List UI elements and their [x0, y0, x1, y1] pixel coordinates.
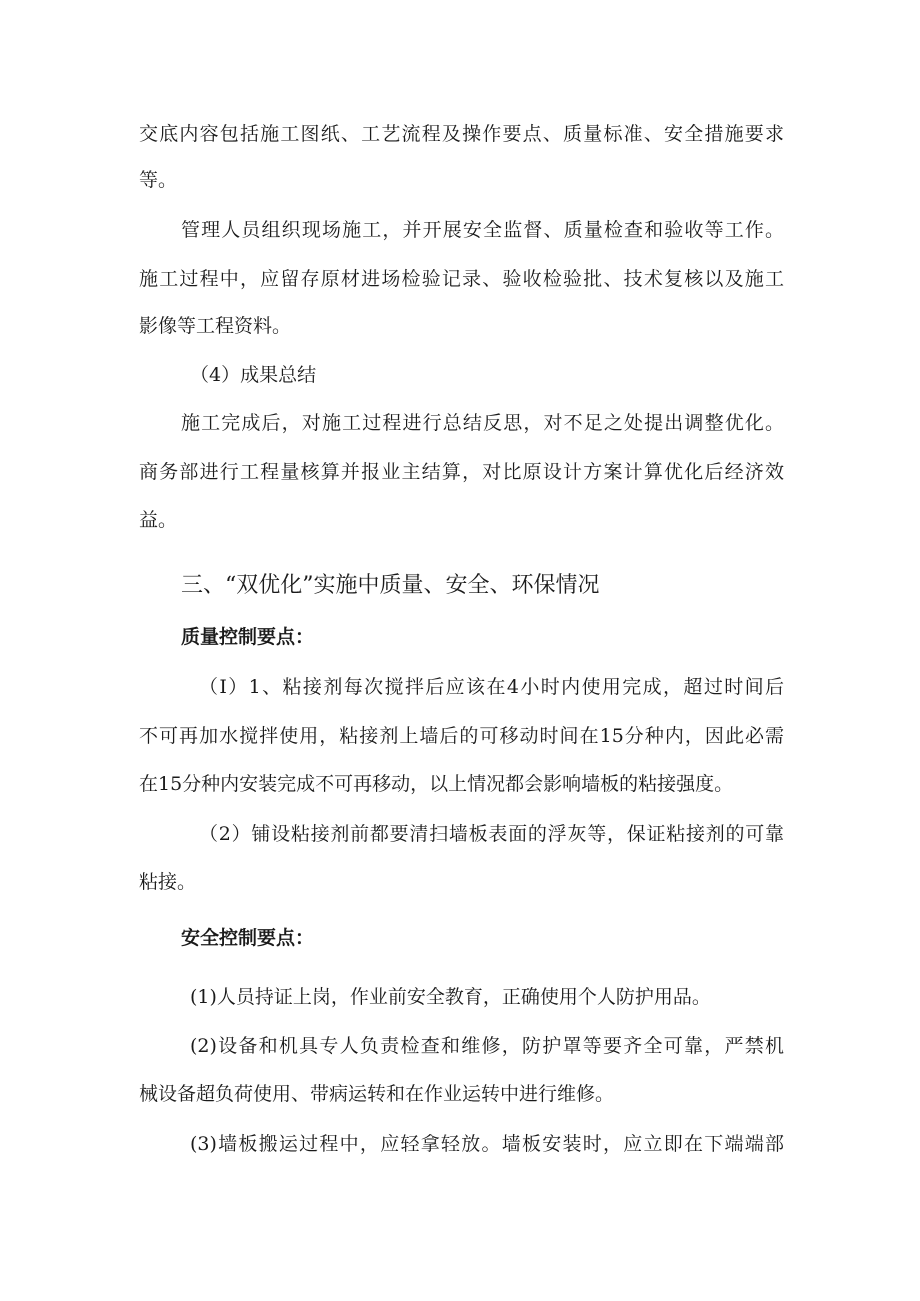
- paragraph-line: 影像等工程资料。: [139, 315, 292, 337]
- paragraph-line: 管理人员组织现场施工，并开展安全监督、质量检查和验收等工作。: [181, 219, 784, 241]
- paragraph-line: 交底内容包括施工图纸、工艺流程及操作要点、质量标准、安全措施要求: [139, 123, 784, 145]
- quality-heading: 质量控制要点：: [181, 626, 315, 648]
- paragraph-line: (3)墙板搬运过程中，应轻拿轻放。墙板安装时，应立即在下端端部: [190, 1133, 784, 1155]
- paragraph-line: 施工完成后，对施工过程进行总结反思，对不足之处提出调整优化。: [181, 412, 784, 434]
- paragraph-line: 商务部进行工程量核算并报业主结算，对比原设计方案计算优化后经济效: [139, 461, 784, 483]
- paragraph-line: （I）1、粘接剂每次搅拌后应该在4小时内使用完成，超过时间后: [199, 676, 784, 698]
- safety-heading: 安全控制要点：: [181, 927, 315, 949]
- paragraph-line: 械设备超负荷使用、带病运转和在作业运转中进行维修。: [139, 1083, 615, 1105]
- paragraph-line: 在15分种内安装完成不可再移动，以上情况都会影响墙板的粘接强度。: [139, 773, 734, 795]
- paragraph-line: 益。: [139, 509, 178, 531]
- section-title: 三、“双优化”实施中质量、安全、环保情况: [181, 573, 600, 598]
- paragraph-line: 施工过程中，应留存原材进场检验记录、验收检验批、技术复核以及施工: [139, 268, 784, 290]
- paragraph-line: (2)设备和机具专人负责检查和维修，防护罩等要齐全可靠，严禁机: [190, 1035, 784, 1057]
- paragraph-line: （2）铺设粘接剂前都要清扫墙板表面的浮灰等，保证粘接剂的可靠: [199, 823, 784, 845]
- subheading: （4）成果总结: [190, 364, 317, 386]
- paragraph-line: 不可再加水搅拌使用，粘接剂上墙后的可移动时间在15分种内，因此必需: [139, 725, 784, 747]
- paragraph-line: (1)人员持证上岗，作业前安全教育，正确使用个人防护用品。: [190, 986, 711, 1008]
- paragraph-line: 粘接。: [139, 871, 197, 893]
- paragraph-line: 等。: [139, 169, 178, 191]
